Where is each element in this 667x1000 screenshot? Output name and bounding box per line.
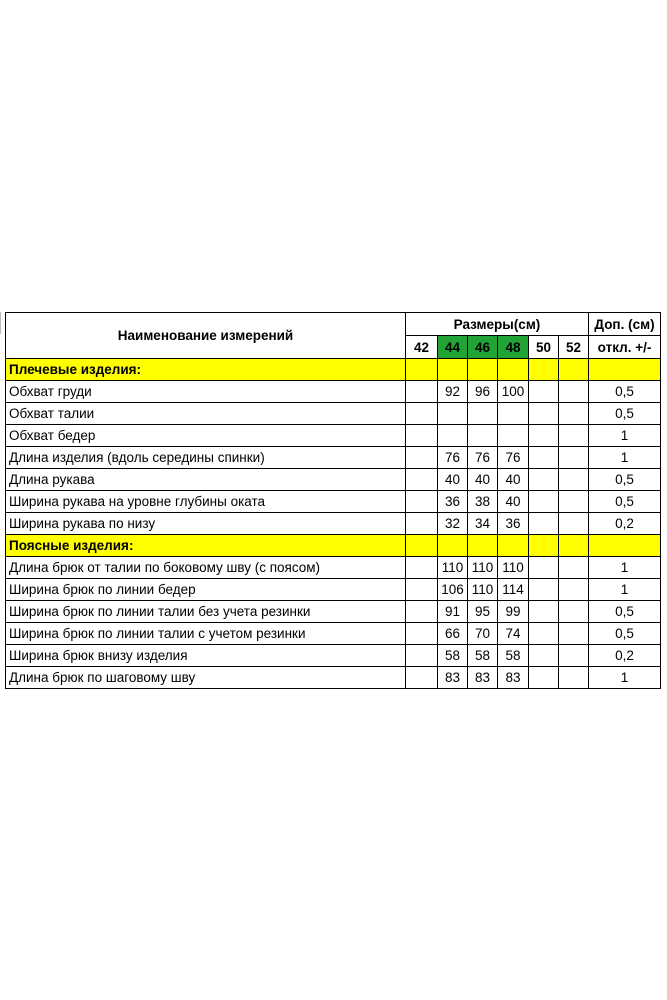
measurement-name: Длина изделия (вдоль середины спинки) [6,447,406,469]
tolerance-value: 0,5 [589,623,661,645]
size-value-48: 83 [498,667,529,689]
size-value-46 [468,403,498,425]
size-value-44: 32 [438,513,468,535]
section-fill-cell [559,359,589,381]
measurement-name-header: Наименование измерений [6,313,406,359]
section-row [6,359,661,381]
tolerance-value: 0,2 [589,513,661,535]
section-fill-cell [529,359,559,381]
size-value-52 [559,623,589,645]
tolerance-value: 0,2 [589,645,661,667]
size-value-44: 40 [438,469,468,491]
header-row-1 [6,313,661,336]
table-row [6,469,661,491]
size-header-48: 48 [498,336,529,359]
section-title: Плечевые изделия: [6,359,406,381]
size-value-46: 34 [468,513,498,535]
size-value-42 [406,557,438,579]
size-value-44: 106 [438,579,468,601]
measurement-name: Ширина брюк внизу изделия [6,645,406,667]
tolerance-value: 0,5 [589,601,661,623]
size-value-50 [529,469,559,491]
size-value-44: 76 [438,447,468,469]
table-row [6,601,661,623]
size-value-44: 110 [438,557,468,579]
size-value-42 [406,645,438,667]
size-value-52 [559,491,589,513]
size-value-50 [529,557,559,579]
size-value-48: 40 [498,491,529,513]
table-row [6,579,661,601]
size-value-42 [406,381,438,403]
size-value-52 [559,667,589,689]
tolerance-value: 1 [589,667,661,689]
measurement-name: Ширина рукава на уровне глубины оката [6,491,406,513]
size-value-42 [406,469,438,491]
size-value-46: 95 [468,601,498,623]
size-value-44 [438,403,468,425]
table-row [6,557,661,579]
table-row [6,447,661,469]
size-value-48: 58 [498,645,529,667]
table-row [6,645,661,667]
section-row [6,535,661,557]
size-value-50 [529,491,559,513]
section-fill-cell [498,535,529,557]
size-value-50 [529,623,559,645]
tolerance-value: 0,5 [589,491,661,513]
measurement-name: Длина рукава [6,469,406,491]
table-row [6,513,661,535]
size-header-44: 44 [438,336,468,359]
tolerance-value: 0,5 [589,469,661,491]
size-value-42 [406,447,438,469]
size-value-52 [559,403,589,425]
sheet-left-edge [0,312,3,334]
size-header-50: 50 [529,336,559,359]
measurement-name: Ширина брюк по линии талии с учетом резинки [6,623,406,645]
size-value-42 [406,403,438,425]
size-value-48 [498,403,529,425]
table-row [6,491,661,513]
size-value-46: 83 [468,667,498,689]
size-value-44: 66 [438,623,468,645]
size-value-46: 70 [468,623,498,645]
section-fill-cell [468,535,498,557]
size-value-50 [529,447,559,469]
size-value-50 [529,601,559,623]
table-row [6,667,661,689]
size-value-42 [406,491,438,513]
size-value-52 [559,513,589,535]
size-value-50 [529,579,559,601]
size-value-48: 74 [498,623,529,645]
measurement-name: Ширина брюк по линии бедер [6,579,406,601]
size-value-42 [406,513,438,535]
size-value-48: 36 [498,513,529,535]
measurement-name: Ширина брюк по линии талии без учета резинки [6,601,406,623]
size-value-48 [498,425,529,447]
size-value-46 [468,425,498,447]
size-value-48: 114 [498,579,529,601]
size-value-46: 110 [468,579,498,601]
tolerance-value: 1 [589,425,661,447]
size-value-46: 76 [468,447,498,469]
section-fill-cell [406,535,438,557]
tolerance-value: 0,5 [589,403,661,425]
size-value-42 [406,579,438,601]
table-row [6,403,661,425]
size-value-50 [529,645,559,667]
size-value-48: 76 [498,447,529,469]
measurement-name: Длина брюк от талии по боковому шву (с поясом) [6,557,406,579]
size-value-48: 99 [498,601,529,623]
measurement-name: Обхват талии [6,403,406,425]
size-value-44: 92 [438,381,468,403]
size-header-52: 52 [559,336,589,359]
size-value-46: 110 [468,557,498,579]
size-chart-table [5,312,661,689]
size-value-44 [438,425,468,447]
size-value-44: 58 [438,645,468,667]
tolerance-value: 1 [589,447,661,469]
size-header-46: 46 [468,336,498,359]
size-value-50 [529,667,559,689]
size-value-44: 83 [438,667,468,689]
size-value-50 [529,403,559,425]
measurement-name: Обхват бедер [6,425,406,447]
section-fill-cell [529,535,559,557]
size-value-48: 110 [498,557,529,579]
size-value-52 [559,447,589,469]
size-value-44: 36 [438,491,468,513]
size-value-48: 100 [498,381,529,403]
tolerance-header-line1: Доп. (см) [589,313,661,336]
section-fill-cell [406,359,438,381]
size-value-52 [559,601,589,623]
section-fill-cell [589,359,661,381]
table-row [6,381,661,403]
table-row [6,623,661,645]
measurement-name: Ширина рукава по низу [6,513,406,535]
size-value-52 [559,579,589,601]
size-value-44: 91 [438,601,468,623]
measurement-name: Обхват груди [6,381,406,403]
section-fill-cell [498,359,529,381]
size-value-46: 40 [468,469,498,491]
tolerance-value: 1 [589,557,661,579]
table-row [6,425,661,447]
size-value-52 [559,381,589,403]
size-value-42 [406,667,438,689]
size-value-50 [529,513,559,535]
size-header-42: 42 [406,336,438,359]
section-fill-cell [468,359,498,381]
size-value-52 [559,469,589,491]
size-value-42 [406,623,438,645]
tolerance-value: 1 [589,579,661,601]
section-fill-cell [559,535,589,557]
tolerance-header-line2: откл. +/- [589,336,661,359]
sizes-header: Размеры(см) [406,313,589,336]
section-fill-cell [438,359,468,381]
section-fill-cell [589,535,661,557]
size-value-50 [529,381,559,403]
section-fill-cell [438,535,468,557]
size-value-42 [406,425,438,447]
size-value-46: 38 [468,491,498,513]
tolerance-value: 0,5 [589,381,661,403]
size-value-48: 40 [498,469,529,491]
section-title: Поясные изделия: [6,535,406,557]
size-value-52 [559,645,589,667]
size-value-50 [529,425,559,447]
size-value-46: 96 [468,381,498,403]
size-value-46: 58 [468,645,498,667]
size-value-52 [559,557,589,579]
size-value-52 [559,425,589,447]
measurement-name: Длина брюк по шаговому шву [6,667,406,689]
size-value-42 [406,601,438,623]
